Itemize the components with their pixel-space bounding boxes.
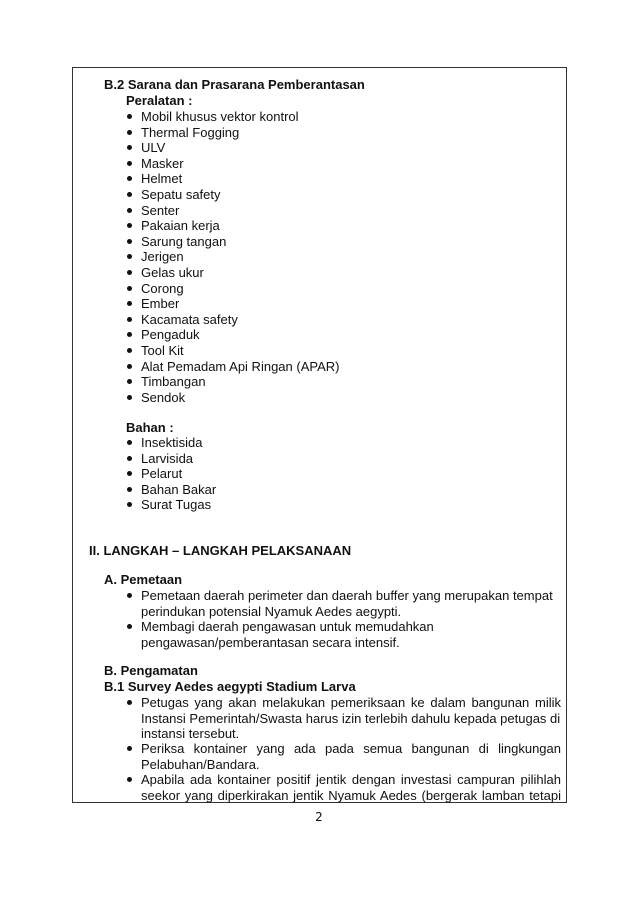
list-item: ULV <box>141 140 339 156</box>
bullet-icon <box>127 700 132 705</box>
paragraph-line-spread <box>141 619 561 635</box>
section-a-title: A. Pemetaan <box>104 572 183 587</box>
list-item: Mobil khusus vektor kontrol <box>141 109 339 125</box>
paragraph-line: Pelabuhan/Bandara. <box>141 756 260 772</box>
list-item: Larvisida <box>141 451 216 467</box>
paragraph-line: Pemetaan daerah perimeter dan daerah buffer yang merupakan tempat <box>141 588 553 603</box>
section-b1-title: B.1 Survey Aedes aegypti Stadium Larva <box>104 679 356 694</box>
list-item: Helmet <box>141 171 339 187</box>
word: memudahkan <box>355 619 434 634</box>
pemetaan-item-2 <box>141 619 561 650</box>
section-ii-title: II. LANGKAH – LANGKAH PELAKSANAAN <box>89 543 352 558</box>
peralatan-label: Peralatan : <box>126 93 193 108</box>
paragraph-line: Apabila ada kontainer positif jentik dengan investasi campuran pilihlah <box>141 772 561 787</box>
list-item: Pengaduk <box>141 327 339 343</box>
list-item: Timbangan <box>141 374 339 390</box>
bahan-list <box>141 435 216 513</box>
section-b-title: B. Pengamatan <box>104 663 198 678</box>
bullet-icon <box>127 624 132 629</box>
bahan-label: Bahan : <box>126 420 174 435</box>
word: pengawasan <box>242 619 316 634</box>
paragraph-line: seekor yang diperkirakan jentik Nyamuk Aedes (bergerak lamban tetapi <box>141 787 561 803</box>
survey-item-3 <box>141 772 561 803</box>
list-item: Tool Kit <box>141 343 339 359</box>
list-item: Sarung tangan <box>141 234 339 250</box>
bullet-icon <box>127 746 132 751</box>
survey-item-1 <box>141 695 561 742</box>
list-item: Senter <box>141 203 339 219</box>
survey-item-2 <box>141 741 561 772</box>
paragraph-line: instansi tersebut. <box>141 726 240 741</box>
list-item: Masker <box>141 156 339 172</box>
bullet-icon <box>127 777 132 782</box>
peralatan-list <box>141 109 339 405</box>
list-item: Sepatu safety <box>141 187 339 203</box>
word: untuk <box>319 619 352 634</box>
list-item: Pelarut <box>141 466 216 482</box>
list-item: Gelas ukur <box>141 265 339 281</box>
list-item: Corong <box>141 281 339 297</box>
list-item: Thermal Fogging <box>141 125 339 141</box>
list-item: Kacamata safety <box>141 312 339 328</box>
list-item: Jerigen <box>141 249 339 265</box>
list-item: Surat Tugas <box>141 497 216 513</box>
bullet-icon <box>127 593 132 598</box>
paragraph-line: perindukan potensial Nyamuk Aedes aegypti. <box>141 603 402 619</box>
list-item: Bahan Bakar <box>141 481 217 497</box>
paragraph-line: Petugas yang akan melakukan pemeriksaan ke dalam bangunan milik <box>141 695 561 710</box>
pemetaan-item-1 <box>141 588 561 619</box>
paragraph-line: Instansi Pemerintah/Swasta harus izin terlebih dahulu kepada petugas di <box>141 710 561 726</box>
list-item: Pakaian kerja <box>141 218 339 234</box>
word: daerah <box>198 619 239 634</box>
list-item: Alat Pemadam Api Ringan (APAR) <box>141 358 340 374</box>
list-item: Ember <box>141 296 339 312</box>
paragraph-line: Periksa kontainer yang ada pada semua bangunan di lingkungan <box>141 741 561 756</box>
paragraph-line: pengawasan/pemberantasan secara intensif. <box>141 634 400 650</box>
word: Membagi <box>141 619 195 634</box>
list-item: Sendok <box>141 390 339 406</box>
section-b2-title: B.2 Sarana dan Prasarana Pemberantasan <box>104 77 365 92</box>
page-number: 2 <box>315 810 323 824</box>
list-item: Insektisida <box>141 435 216 451</box>
